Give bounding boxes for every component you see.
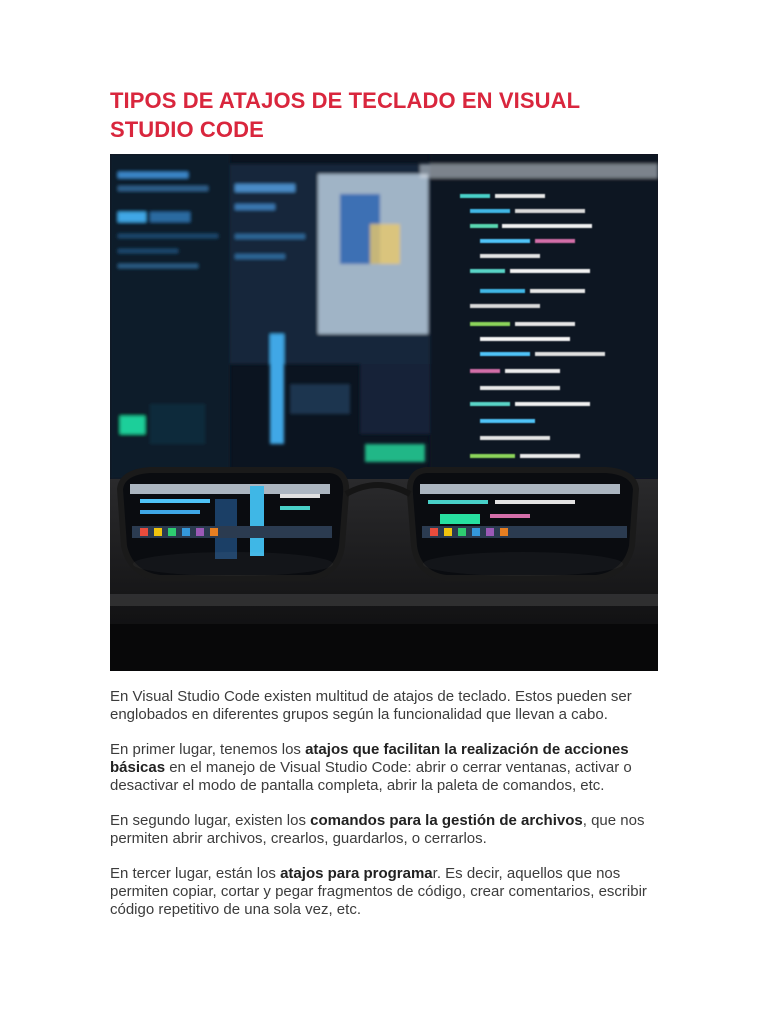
paragraph-text: En primer lugar, tenemos los	[110, 741, 306, 758]
paragraph-text: , que nos permiten abrir archivos, crearlos, guardarlos, o cerrarlos.	[110, 812, 645, 847]
page-title: TIPOS DE ATAJOS DE TECLADO EN VISUAL STUDIO CODE	[110, 88, 580, 142]
paragraph-text: en el manejo de Visual Studio Code: abrir o cerrar ventanas, activar o desactivar el modo de pantalla completa, abrir la paleta de comandos, etc.	[110, 759, 632, 794]
paragraph-text: En Visual Studio Code existen multitud de atajos de teclado. Estos pueden ser englobados en diferentes grupos según la funcionalidad que llevan a cabo.	[110, 688, 632, 723]
paragraph-file-commands	[110, 812, 658, 848]
paragraph-emphasis: comandos para la gestión de archivos	[310, 812, 583, 829]
article-body	[110, 688, 658, 936]
paragraph-emphasis: atajos que facilitan la realización de acciones básicas	[110, 741, 629, 776]
paragraph-intro	[110, 688, 658, 724]
paragraph-emphasis: atajos para programa	[280, 865, 433, 882]
paragraph-text: En segundo lugar, existen los	[110, 812, 311, 829]
paragraph-text: En tercer lugar, están los	[110, 865, 281, 882]
hero-image	[110, 154, 658, 671]
paragraph-text: r. Es decir, aquellos que nos permiten copiar, cortar y pegar fragmentos de código, crear comentarios, escribir código repetitivo de una sola vez, etc.	[110, 865, 647, 918]
paragraph-basic-actions	[110, 741, 658, 795]
paragraph-programming	[110, 865, 658, 919]
code-screen-glasses-photo	[110, 154, 658, 671]
